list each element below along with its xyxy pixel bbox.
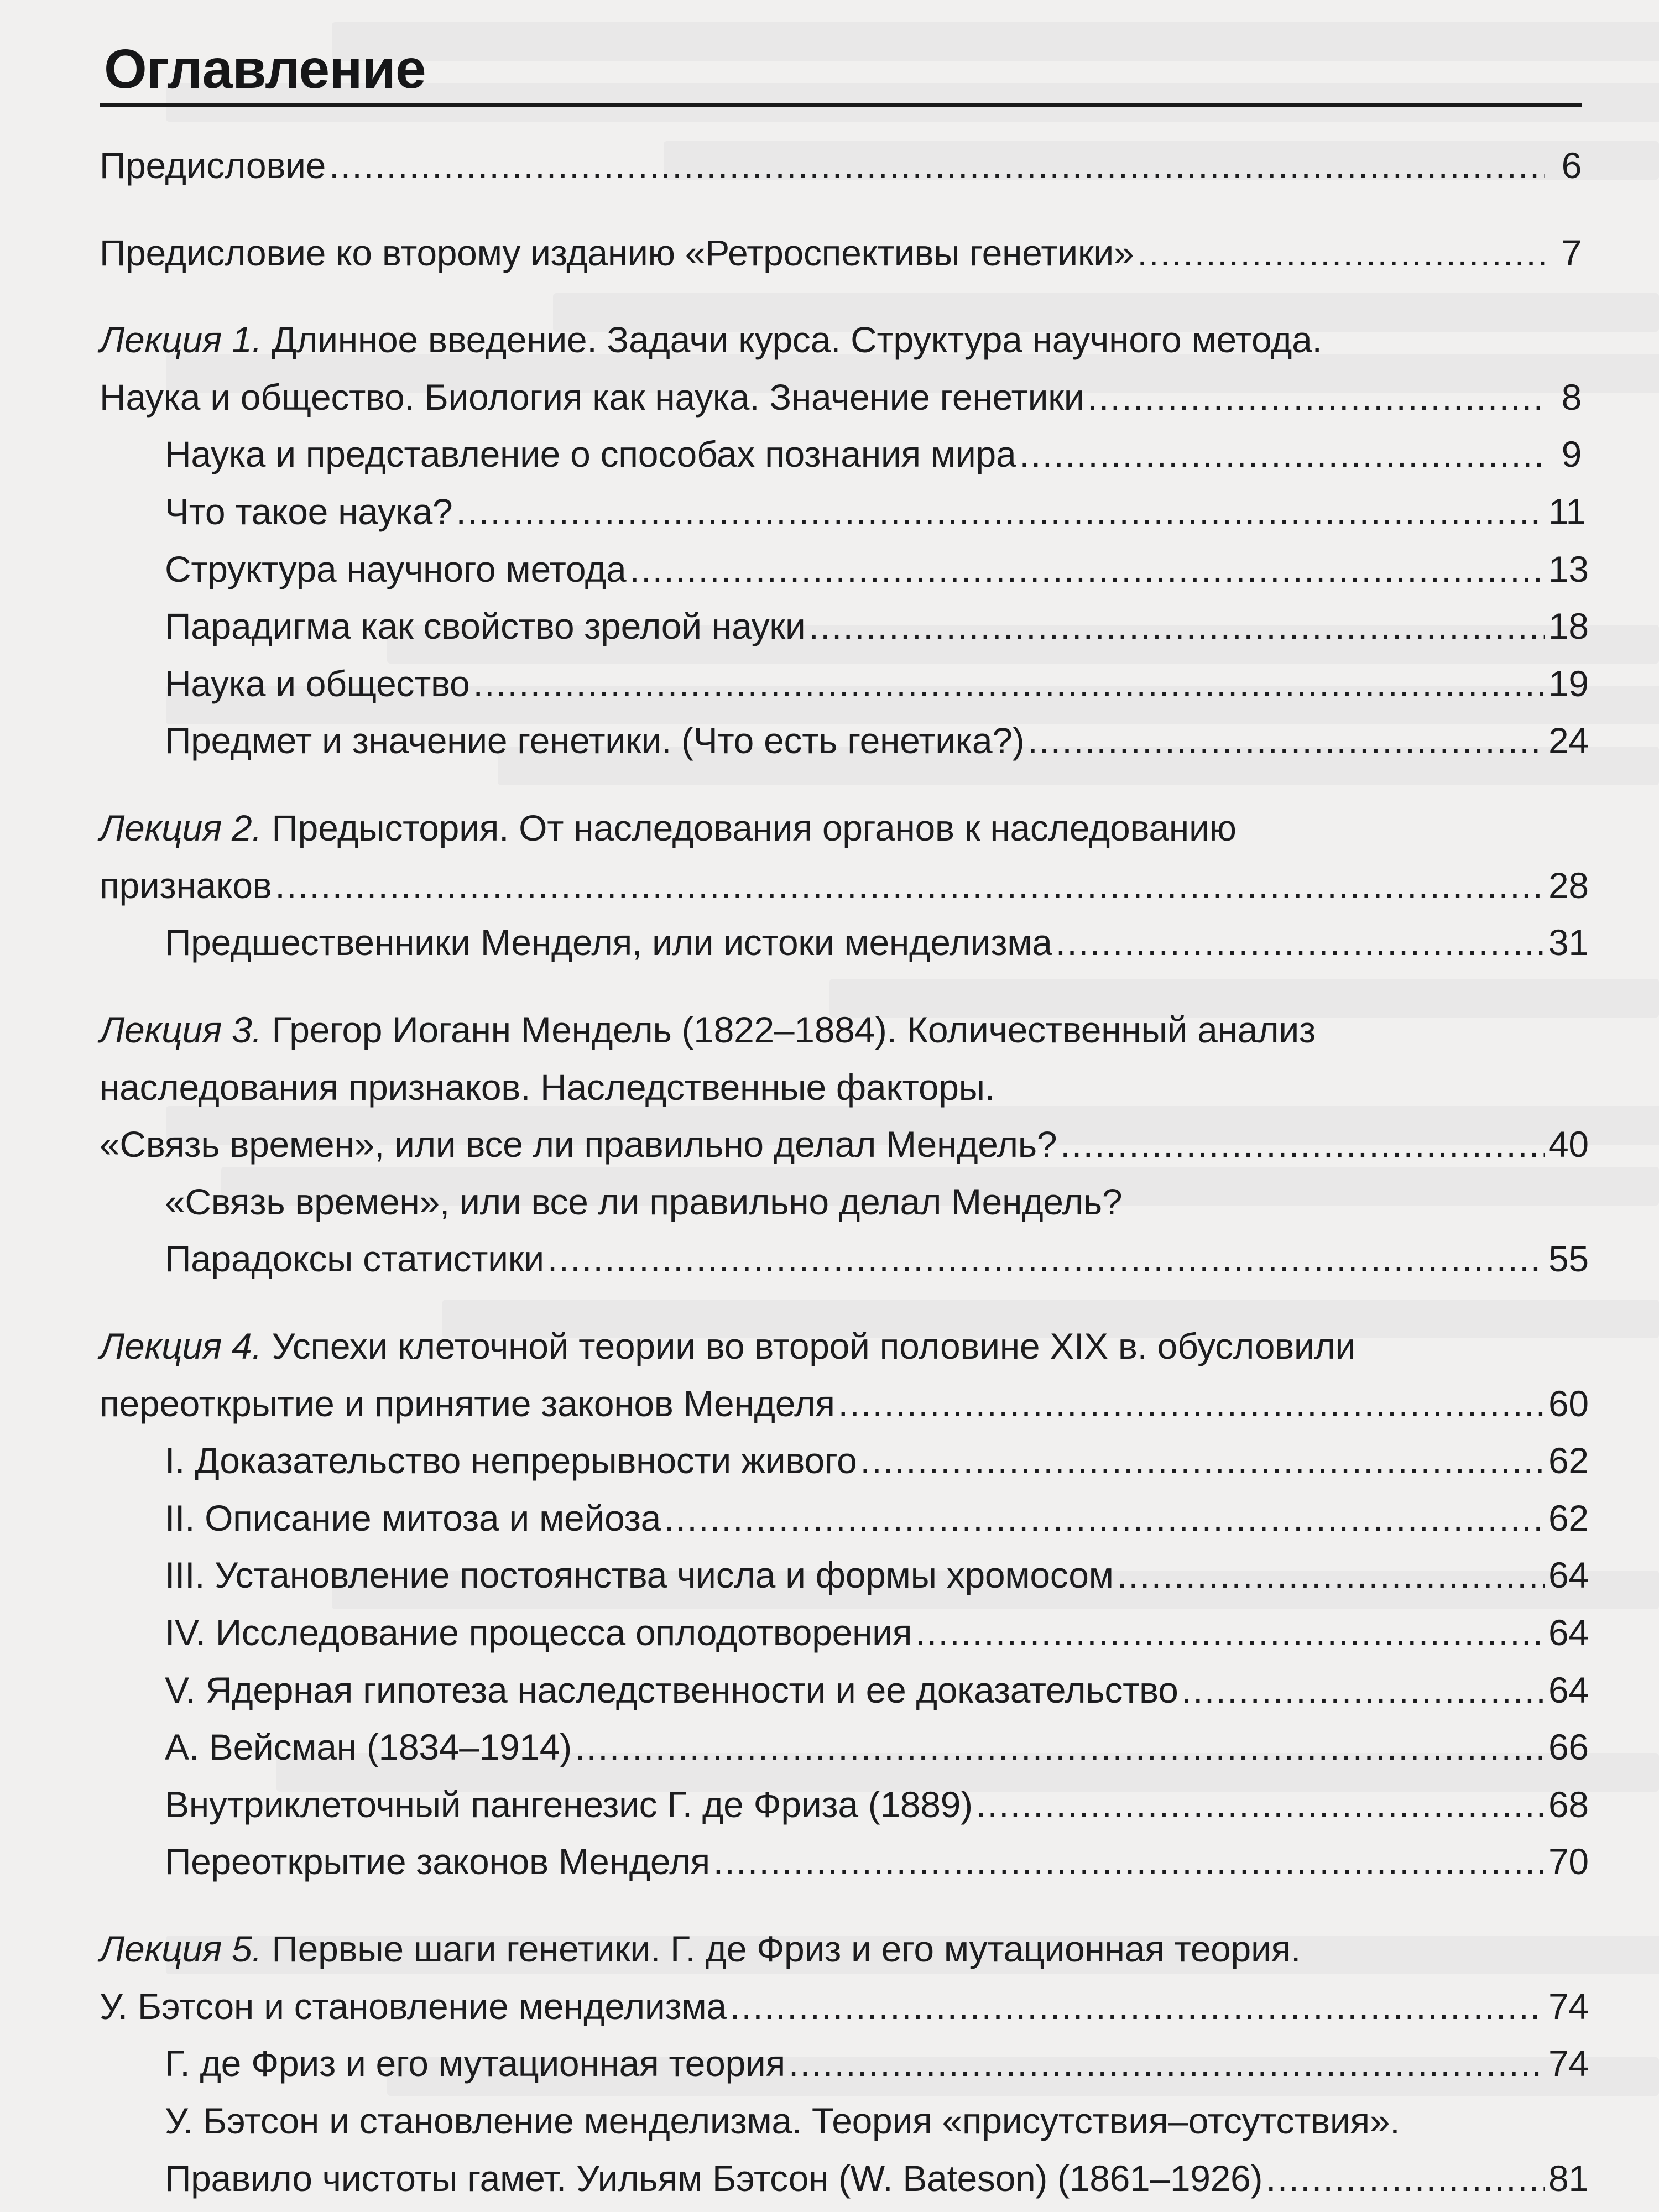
toc-entry-title: Парадоксы статистики (165, 1238, 544, 1280)
dot-leader (1060, 1116, 1545, 1173)
toc-entry[interactable] (100, 1547, 1589, 1604)
dot-leader (575, 1719, 1545, 1776)
page-number: 28 (1548, 864, 1589, 906)
lecture-label: Лекция 4. (100, 1325, 262, 1366)
toc-entry[interactable] (100, 426, 1582, 483)
toc-entry[interactable] (100, 1833, 1589, 1891)
toc-entry-title: Предмет и значение генетики. (Что есть генетика?) (165, 720, 1025, 761)
toc-entry[interactable] (100, 1001, 1589, 1173)
toc-entry-title: Переоткрытие законов Менделя (165, 1841, 710, 1882)
toc-entry-heading (100, 1001, 1582, 1059)
toc-entry[interactable] (100, 655, 1589, 713)
toc-entry-title: Предисловие ко второму изданию «Ретроспективы генетики» (100, 232, 1134, 273)
toc-entry[interactable] (100, 137, 1582, 195)
dot-leader (329, 137, 1545, 195)
toc-entry-title: «Связь времен», или все ли правильно делал Мендель? (100, 1124, 1057, 1165)
toc-entry-heading (100, 800, 1582, 857)
dot-leader (808, 598, 1545, 655)
dot-leader (1027, 712, 1545, 770)
dot-leader (789, 2035, 1545, 2093)
toc-entry-title: Внутриклеточный пангенезис Г. де Фриза (1889) (165, 1783, 973, 1825)
toc-entry-title: Г. де Фриз и его мутационная теория (165, 2043, 785, 2084)
toc-entry-title: Парадигма как свойство зрелой науки (165, 606, 806, 647)
toc-entry-title: У. Бэтсон и становление менделизма (100, 1985, 727, 2027)
title-rule (100, 103, 1582, 107)
toc-entry[interactable] (100, 1318, 1589, 1432)
toc-entry-title: Наука и общество (165, 662, 470, 704)
toc-entry[interactable] (100, 1432, 1589, 1490)
toc-entry-title: IV. Исследование процесса оплодотворения (165, 1612, 912, 1653)
dot-leader (629, 541, 1545, 598)
toc-entry-title: «Связь времен», или все ли правильно делал Мендель? (165, 1181, 1123, 1222)
dot-leader (1087, 369, 1545, 426)
dot-leader (1019, 426, 1545, 483)
dot-leader (838, 1375, 1545, 1433)
page-number: 7 (1561, 232, 1582, 273)
toc-entry-title: II. Описание митоза и мейоза (165, 1497, 661, 1538)
page-number: 9 (1561, 434, 1582, 475)
toc-entry-title: признаков (100, 864, 272, 906)
toc-entry[interactable] (100, 2150, 1589, 2208)
toc-entry-heading (100, 311, 1582, 369)
page-number: 13 (1548, 548, 1589, 589)
page-number: 19 (1548, 662, 1589, 704)
toc-list (100, 137, 1589, 2207)
table-of-contents-page (100, 38, 1589, 2207)
toc-entry[interactable] (100, 1230, 1589, 1288)
lecture-label: Лекция 1. (100, 319, 262, 361)
dot-leader (730, 1978, 1545, 2036)
dot-leader (1137, 225, 1545, 282)
lecture-title-line: Грегор Иоганн Мендель (1822–1884). Количественный анализ (262, 1009, 1316, 1050)
page-number: 40 (1548, 1124, 1589, 1165)
page-number: 8 (1561, 376, 1582, 418)
toc-entry[interactable] (100, 598, 1589, 655)
toc-entry[interactable] (100, 311, 1582, 426)
toc-entry[interactable] (100, 541, 1589, 598)
page-number: 68 (1548, 1783, 1589, 1825)
page-number: 11 (1548, 491, 1586, 533)
toc-entry[interactable] (100, 1490, 1589, 1547)
dot-leader (860, 1432, 1545, 1490)
dot-leader (1056, 914, 1545, 972)
dot-leader (915, 1604, 1545, 1662)
page-number: 64 (1548, 1669, 1589, 1710)
toc-entry[interactable] (100, 1719, 1589, 1776)
dot-leader (976, 1776, 1545, 1834)
page-title: Оглавление (104, 38, 426, 100)
page-number: 31 (1548, 922, 1589, 963)
toc-entry-title: Структура научного метода (165, 548, 627, 589)
toc-entry-title: Наука и представление о способах познания мира (165, 434, 1016, 475)
lecture-label: Лекция 5. (100, 1928, 262, 1970)
toc-entry[interactable] (100, 483, 1586, 541)
lecture-title-line: Первые шаги генетики. Г. де Фриз и его мутационная теория. (262, 1928, 1301, 1970)
lecture-label: Лекция 2. (100, 807, 262, 849)
toc-entry[interactable] (100, 914, 1589, 972)
toc-entry-title: I. Доказательство непрерывности живого (165, 1440, 857, 1481)
page-number: 62 (1548, 1440, 1589, 1481)
toc-entry-title: Что такое наука? (165, 491, 453, 533)
dot-leader (1182, 1662, 1546, 1719)
page-number: 62 (1548, 1497, 1589, 1538)
page-number: 55 (1548, 1238, 1589, 1280)
lecture-title-line: наследования признаков. Наследственные факторы. (100, 1066, 995, 1108)
toc-entry-title: А. Вейсман (1834–1914) (165, 1726, 572, 1768)
page-number: 70 (1548, 1841, 1589, 1882)
toc-entry[interactable] (100, 2035, 1589, 2093)
dot-leader (275, 857, 1545, 915)
toc-entry-title: Наука и общество. Биология как наука. Значение генетики (100, 376, 1084, 418)
dot-leader (713, 1833, 1545, 1891)
dot-leader (456, 483, 1545, 541)
dot-leader (547, 1230, 1545, 1288)
dot-leader (1117, 1547, 1545, 1604)
page-number: 18 (1548, 606, 1589, 647)
toc-entry[interactable] (100, 2093, 1582, 2150)
lecture-title-line: Длинное введение. Задачи курса. Структура научного метода. (262, 319, 1322, 361)
toc-entry[interactable] (100, 1662, 1589, 1719)
page-number: 60 (1548, 1383, 1589, 1424)
toc-entry-title: Предшественники Менделя, или истоки менделизма (165, 922, 1052, 963)
toc-entry[interactable] (100, 225, 1582, 282)
page-number: 64 (1548, 1612, 1589, 1653)
toc-entry-title: Правило чистоты гамет. Уильям Бэтсон (W. Bateson) (1861–1926) (165, 2157, 1263, 2199)
toc-entry[interactable] (100, 1173, 1582, 1231)
page-number: 6 (1561, 145, 1582, 186)
toc-entry-heading (100, 1921, 1582, 1978)
toc-entry-title: V. Ядерная гипотеза наследственности и ее доказательство (165, 1669, 1178, 1710)
toc-entry-title: III. Установление постоянства числа и формы хромосом (165, 1554, 1114, 1596)
toc-entry-title: переоткрытие и принятие законов Менделя (100, 1383, 835, 1424)
dot-leader (664, 1490, 1545, 1547)
toc-entry[interactable] (100, 1604, 1589, 1662)
toc-entry-title: У. Бэтсон и становление менделизма. Теория «присутствия–отсутствия». (165, 2100, 1400, 2141)
page-number: 24 (1548, 720, 1589, 761)
toc-entry[interactable] (100, 1921, 1589, 2035)
toc-entry-title: Предисловие (100, 145, 326, 186)
lecture-label: Лекция 3. (100, 1009, 262, 1050)
dot-leader (473, 655, 1545, 713)
page-number: 74 (1548, 1985, 1589, 2027)
toc-entry[interactable] (100, 1776, 1589, 1834)
page-number: 66 (1548, 1726, 1589, 1768)
page-number: 64 (1548, 1554, 1589, 1596)
toc-entry[interactable] (100, 712, 1589, 770)
page-number: 74 (1548, 2043, 1589, 2084)
lecture-title-line: Предыстория. От наследования органов к наследованию (262, 807, 1237, 849)
page-number: 81 (1548, 2157, 1589, 2199)
toc-entry-heading (100, 1318, 1582, 1375)
dot-leader (1266, 2150, 1545, 2208)
toc-entry[interactable] (100, 800, 1589, 914)
lecture-title-line: Успехи клеточной теории во второй половине XIX в. обусловили (262, 1325, 1356, 1366)
